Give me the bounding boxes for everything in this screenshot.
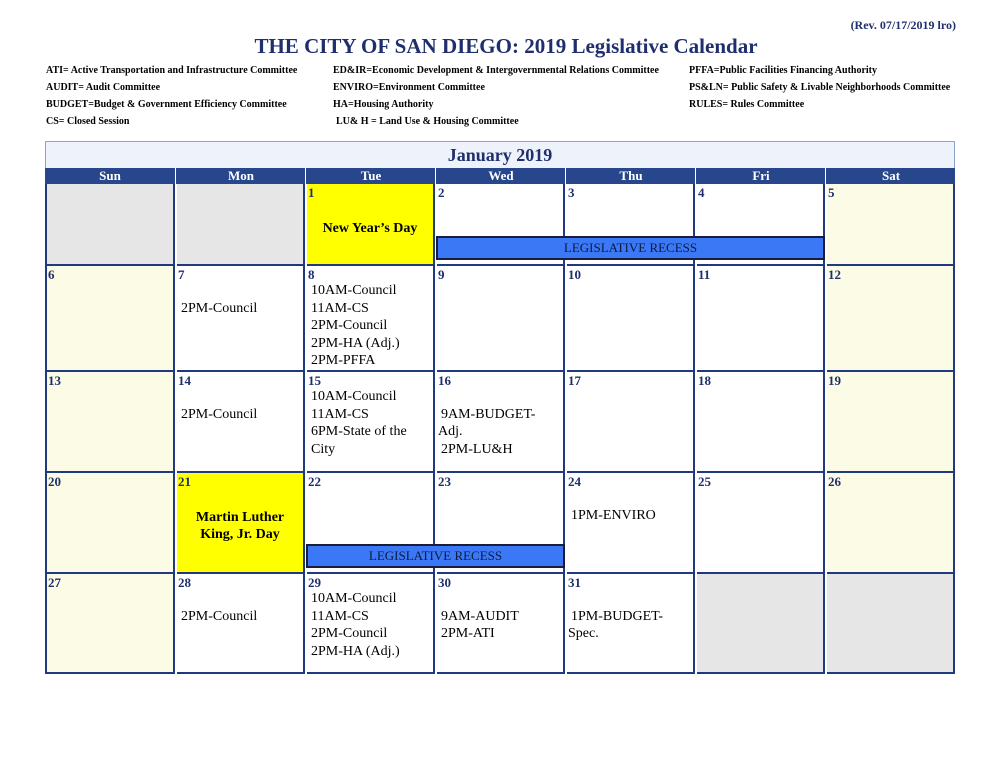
legend-rules: RULES= Rules Committee [689,99,805,110]
month-title: January 2019 [45,141,955,169]
day-number: 17 [568,373,581,388]
day-number: 3 [568,185,575,200]
event-item: 9AM-BUDGET- [441,406,536,422]
weekday-header [45,168,955,184]
day-number: 25 [698,474,711,489]
weekday-thu: Thu [565,168,696,184]
day-cell-17 [567,372,695,473]
day-number: 27 [48,575,61,590]
legislative-recess-bar-week1: LEGISLATIVE RECESS [436,236,825,260]
legend-edir: ED&IR=Economic Development & Intergovernmental Relations Committee [333,65,659,76]
legend-ha: HA=Housing Authority [333,99,434,110]
event-item [181,282,257,300]
event-item: 1PM-ENVIRO [571,507,656,523]
event-item: 2PM-Council [311,626,388,641]
day-number: 16 [438,373,451,388]
day-number: 6 [48,267,55,282]
weekday-wed: Wed [435,168,566,184]
event-item: 2PM-Council [181,608,258,624]
event-item [181,388,257,406]
revision-note: (Rev. 07/17/2019 lro) [850,18,956,32]
event-item: Spec. [568,626,599,641]
event-list [181,282,257,317]
event-item: 11AM-CS [311,300,369,316]
day-cell-24 [567,473,695,574]
empty-day-cell [177,184,305,266]
day-cell-13 [47,372,175,473]
day-number: 30 [438,575,451,590]
day-cell-16 [437,372,565,473]
legend-psln: PS&LN= Public Safety & Livable Neighborhoods Committee [689,82,951,93]
event-list [441,590,519,643]
page-title: THE CITY OF SAN DIEGO: 2019 Legislative Calendar [254,34,758,58]
day-cell-14 [177,372,305,473]
day-number: 31 [568,575,581,590]
weekday-tue: Tue [305,168,436,184]
legend-enviro: ENVIRO=Environment Committee [333,82,485,93]
day-number: 28 [178,575,191,590]
event-list [311,388,407,458]
calendar-grid [45,184,955,674]
event-item: 10AM-Council [311,283,397,298]
day-cell-18 [697,372,825,473]
legend-ati: ATI= Active Transportation and Infrastructure Committee [46,65,298,76]
event-list [568,590,664,643]
day-cell-10 [567,266,695,372]
event-item: 10AM-Council [311,591,397,606]
calendar [45,141,955,674]
event-item: 2PM-Council [181,406,258,422]
event-list [438,388,536,458]
day-number: 22 [308,474,321,489]
day-cell-31 [567,574,695,674]
day-cell-7 [177,266,305,372]
day-number: 26 [828,474,841,489]
event-item: City [311,441,336,457]
legislative-recess-bar-week4: LEGISLATIVE RECESS [306,544,565,568]
event-list [571,489,656,524]
day-number: 11 [698,267,711,282]
holiday-label: Martin Luther King, Jr. Day [195,510,285,542]
empty-day-cell [47,184,175,266]
day-number: 8 [308,267,315,282]
day-number: 23 [438,474,451,489]
weekday-sun: Sun [99,168,121,183]
event-list [311,590,400,660]
event-item [441,590,519,608]
day-cell-11 [697,266,825,372]
day-number: 14 [178,373,191,388]
day-cell-6 [47,266,175,372]
day-number: 29 [308,575,321,590]
empty-day-cell [697,574,825,674]
day-number: 7 [178,267,185,282]
day-cell-8 [307,266,435,372]
day-cell-15 [307,372,435,473]
event-item: 11AM-CS [311,608,369,624]
legend-budget: BUDGET=Budget & Government Efficiency Committee [46,99,287,110]
day-cell-28 [177,574,305,674]
event-item: 9AM-AUDIT [441,608,519,624]
event-item: 2PM-LU&H [441,441,513,457]
event-item [181,590,257,608]
day-cell-26 [827,473,955,574]
event-item: 11AM-CS [311,406,369,422]
event-list [181,388,257,423]
event-item: 1PM-BUDGET- [571,608,664,624]
day-number: 10 [568,267,581,282]
day-number: 21 [178,474,191,489]
event-item: 2PM-PFFA [311,353,376,368]
day-number: 9 [438,267,445,282]
event-item: 2PM-ATI [441,626,495,641]
day-cell-1 [307,184,435,266]
day-cell-12 [827,266,955,372]
empty-day-cell [827,574,955,674]
day-cell-29 [307,574,435,674]
day-cell-9 [437,266,565,372]
event-list [311,282,400,370]
event-item: 2PM-Council [311,318,388,333]
day-cell-20 [47,473,175,574]
day-number: 12 [828,267,841,282]
event-item: 2PM-HA (Adj.) [311,643,400,659]
day-cell-5 [827,184,955,266]
event-item: 6PM-State of the [311,424,407,439]
day-number: 19 [828,373,841,388]
legend-cs: CS= Closed Session [46,116,130,127]
day-number: 15 [308,373,321,388]
event-item: 2PM-Council [181,300,258,316]
day-number: 1 [308,185,315,200]
legend-audit: AUDIT= Audit Committee [46,82,161,93]
day-number: 13 [48,373,61,388]
holiday-label: New Year’s Day [322,221,418,236]
event-item [571,590,663,608]
event-item: Adj. [438,424,463,439]
event-item [441,388,535,406]
day-cell-27 [47,574,175,674]
weekday-mon: Mon [175,168,306,184]
day-number: 24 [568,474,581,489]
day-number: 18 [698,373,711,388]
event-item: 10AM-Council [311,389,397,404]
day-cell-19 [827,372,955,473]
weekday-sat: Sat [825,168,956,184]
day-number: 2 [438,185,445,200]
day-number: 4 [698,185,705,200]
day-cell-30 [437,574,565,674]
legend-luh: LU& H = Land Use & Housing Committee [336,116,519,127]
legend-pffa: PFFA=Public Facilities Financing Authority [689,65,878,76]
weekday-fri: Fri [695,168,826,184]
event-item [571,489,656,507]
event-item: 2PM-HA (Adj.) [311,335,400,351]
day-number: 5 [828,185,835,200]
event-list [181,590,257,625]
day-number: 20 [48,474,61,489]
day-cell-21 [177,473,305,574]
day-cell-25 [697,473,825,574]
